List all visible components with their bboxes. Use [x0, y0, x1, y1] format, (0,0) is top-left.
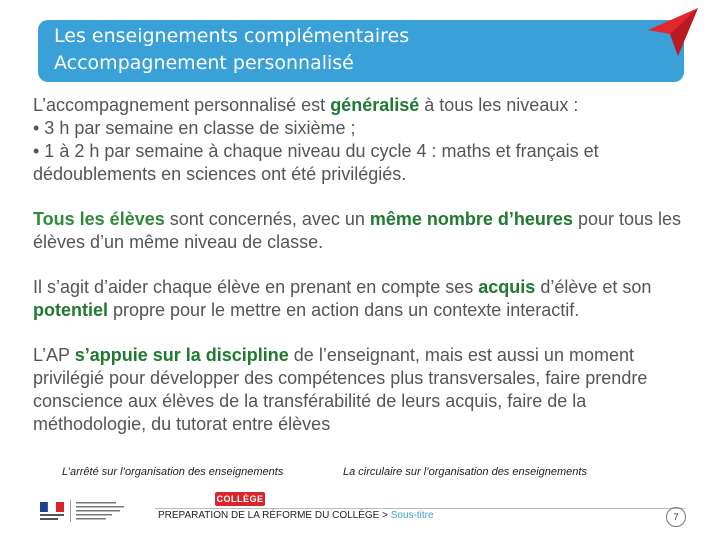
- text-span: pour tous les élèves d’un même niveau de classe.: [33, 209, 681, 252]
- bullet-cycle-4: • 1 à 2 h par semaine à chaque niveau du cycle 4 : maths et français et dédoublements en sciences ont été privilégiés.: [33, 141, 599, 184]
- republique-francaise-logo: [40, 498, 128, 524]
- slide-title-line-1: Les enseignements complémentaires: [54, 25, 410, 47]
- paragraph-acquis-potentiel: [33, 276, 693, 322]
- slide-title-line-2: Accompagnement personnalisé: [54, 52, 354, 74]
- paragraph-discipline: [33, 344, 693, 436]
- text-span: Il s’agit d’aider chaque élève en prenant en compte ses: [33, 277, 479, 297]
- footer-subtitle: Sous-titre: [390, 510, 434, 521]
- paragraph-generalisation: [33, 94, 693, 186]
- paragraph-text: [33, 208, 693, 254]
- text-span: L’AP: [33, 345, 75, 365]
- paragraph-text: [33, 94, 693, 117]
- text-span: propre pour le mettre en action dans un contexte interactif.: [108, 300, 580, 320]
- link-arrete[interactable]: L’arrêté sur l’organisation des enseignements: [62, 466, 284, 478]
- slide-body: [33, 94, 693, 458]
- highlight-meme-nombre-heures: même nombre d’heures: [369, 209, 573, 229]
- footer-divider: [155, 508, 685, 509]
- red-arrow-icon: [644, 6, 700, 58]
- bullet-sixieme: • 3 h par semaine en classe de sixième ;: [33, 118, 356, 138]
- text-span: d’élève et son: [535, 277, 652, 297]
- paragraph-tous-les-eleves: [33, 208, 693, 254]
- text-span: à tous les niveaux :: [419, 95, 579, 115]
- paragraph-text: [33, 276, 693, 322]
- footer-caption: [158, 510, 434, 521]
- slide-title-banner: [38, 20, 684, 82]
- footer-label: PREPARATION DE LA RÉFORME DU COLLÈGE >: [158, 510, 391, 521]
- highlight-discipline: s’appuie sur la discipline: [74, 345, 289, 365]
- highlight-tous-les-eleves: Tous les élèves: [33, 209, 165, 229]
- college-badge: COLLÈGE: [216, 494, 264, 504]
- page-number: 7: [666, 507, 686, 527]
- text-span: de l’enseignant, mais est aussi un moment privilégié pour développer des compétences plus transversales, faire prendre conscience aux élèves de la transférabilité de leurs acquis, faire de la méthodologie, du tutorat entre élèves: [33, 345, 648, 434]
- highlight-generalise: généralisé: [330, 95, 420, 115]
- text-span: L’accompagnement personnalisé est: [33, 95, 331, 115]
- text-span: sont concernés, avec un: [164, 209, 370, 229]
- link-circulaire[interactable]: La circulaire sur l’organisation des enseignements: [343, 466, 587, 478]
- paragraph-text: [33, 344, 693, 436]
- highlight-acquis: acquis: [478, 277, 536, 297]
- highlight-potentiel: potentiel: [33, 300, 108, 320]
